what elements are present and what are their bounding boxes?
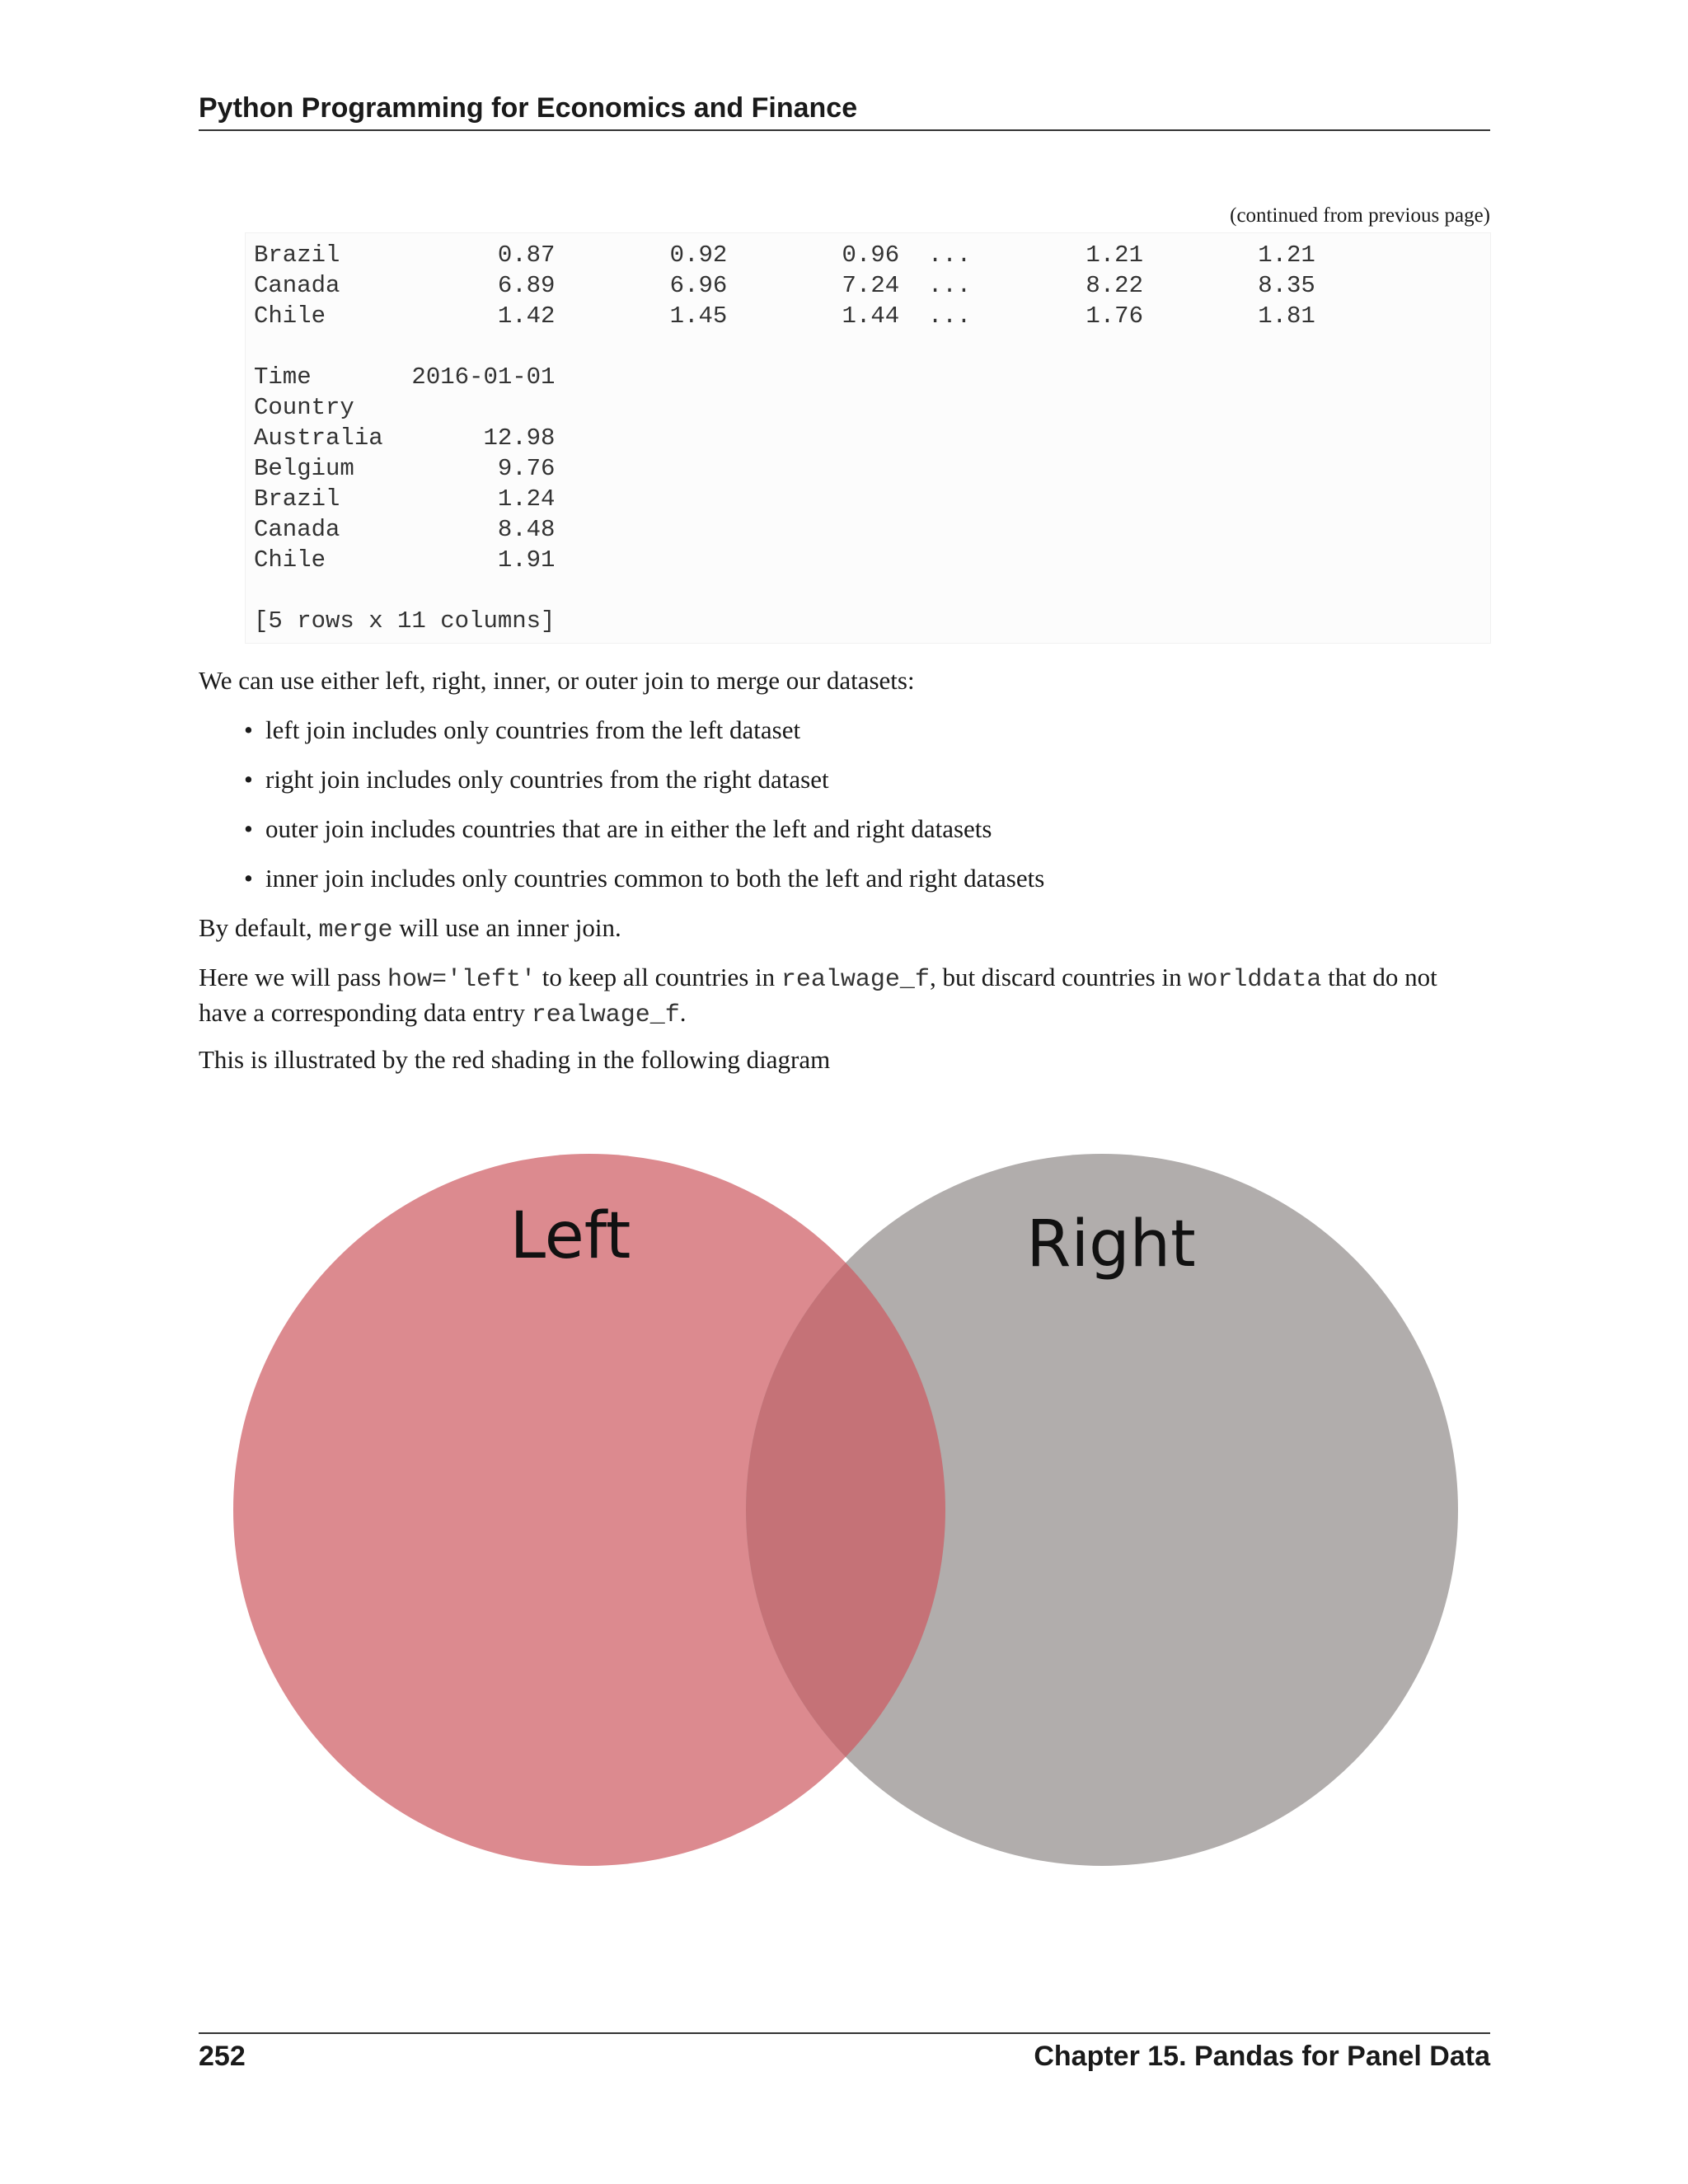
code-line: Canada 6.89 6.96 7.24 ... 8.22 8.35: [254, 272, 1315, 299]
venn-diagram: [198, 1104, 1484, 1879]
inline-code: merge: [318, 916, 393, 944]
text-run: that do not have a corresponding data entry: [199, 963, 1437, 1027]
right-label: Right: [1026, 1207, 1196, 1282]
bullet-item: inner join includes only countries common to both the left and right datasets: [265, 864, 1045, 893]
intro-paragraph: We can use either left, right, inner, or outer join to merge our datasets:: [199, 666, 915, 695]
bullet-item: right join includes only countries from the right dataset: [265, 765, 829, 794]
running-header: [199, 92, 1490, 131]
bullet-item: left join includes only countries from the left dataset: [265, 715, 801, 744]
code-line: Country: [254, 394, 354, 421]
text-run: to keep all countries in: [536, 963, 781, 991]
bullet-dot: •: [244, 864, 253, 893]
text-run: , but discard countries in: [929, 963, 1189, 991]
page-number: 252: [199, 2041, 246, 2072]
how-paragraph: [199, 961, 1490, 1032]
code-line: Brazil 0.87 0.92 0.96 ... 1.21 1.21: [254, 241, 1315, 269]
left-label: Left: [509, 1199, 631, 1273]
header-title: Python Programming for Economics and Finance: [199, 92, 858, 124]
bullet-dot: •: [244, 765, 253, 794]
continued-note: (continued from previous page): [1230, 204, 1490, 227]
default-paragraph: [199, 912, 1490, 947]
bullet-dot: •: [244, 814, 253, 843]
code-line: Australia 12.98: [254, 424, 556, 452]
inline-code: how='left': [387, 966, 537, 994]
code-line: Time 2016-01-01: [254, 363, 556, 391]
code-line: Canada 8.48: [254, 516, 556, 543]
code-output-block: [245, 232, 1491, 644]
text-run: will use an inner join.: [392, 913, 621, 942]
inline-code: realwage_f: [781, 966, 930, 994]
bullet-item: outer join includes countries that are in either the left and right datasets: [265, 814, 992, 843]
illustrated-paragraph: This is illustrated by the red shading in the following diagram: [199, 1045, 831, 1074]
code-line: Brazil 1.24: [254, 485, 556, 513]
inline-code: realwage_f: [531, 1001, 680, 1029]
running-footer: [199, 2032, 1490, 2073]
inline-code: worlddata: [1188, 966, 1322, 994]
text-run: .: [679, 998, 687, 1027]
text-run: Here we will pass: [199, 963, 387, 991]
code-line: Chile 1.42 1.45 1.44 ... 1.76 1.81: [254, 302, 1315, 330]
code-line: Chile 1.91: [254, 546, 556, 574]
code-line: [5 rows x 11 columns]: [254, 607, 556, 635]
text-run: By default,: [199, 913, 319, 942]
chapter-title: Chapter 15. Pandas for Panel Data: [1034, 2041, 1490, 2072]
code-line: Belgium 9.76: [254, 455, 556, 482]
bullet-dot: •: [244, 715, 253, 744]
